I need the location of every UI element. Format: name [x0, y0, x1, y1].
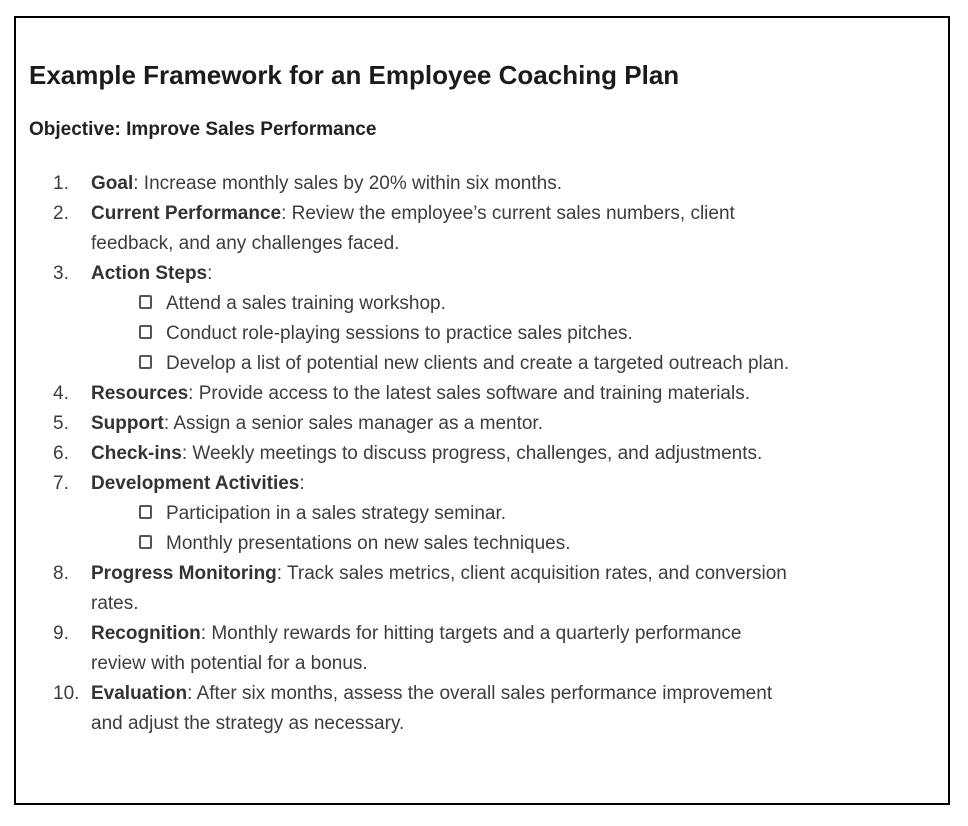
item-label: Goal [91, 173, 134, 194]
item-label: Development Activities [91, 473, 300, 494]
page-title: Example Framework for an Employee Coaching Plan [29, 60, 680, 90]
item-label: Progress Monitoring [91, 563, 277, 584]
item-text: : Assign a senior sales manager as a mentor. [163, 413, 543, 434]
item-label: Evaluation [91, 683, 188, 704]
document-frame [14, 16, 950, 805]
item-text: : Monthly rewards for hitting targets and a quarterly performance review with potential for a bonus. [91, 623, 742, 674]
item-label: Resources [91, 383, 189, 404]
list-item [53, 679, 935, 739]
list-item [53, 559, 935, 619]
item-text: : Provide access to the latest sales software and training materials. [188, 383, 750, 404]
checklist-label: Participation in a sales strategy seminar. [166, 503, 507, 524]
list-item [53, 619, 935, 679]
list-item [53, 259, 935, 379]
checklist-item [91, 319, 935, 349]
list-item [53, 199, 935, 259]
list-item [53, 409, 935, 439]
item-line [91, 259, 935, 289]
list-number: 4. [53, 383, 69, 404]
item-text: : Increase monthly sales by 20% within six months. [133, 173, 562, 194]
checklist-label: Conduct role-playing sessions to practice sales pitches. [166, 323, 633, 344]
item-text: : After six months, assess the overall sales performance improvement and adjust the strategy as necessary. [91, 683, 773, 734]
checkbox-icon[interactable] [139, 505, 152, 519]
checkbox-icon[interactable] [139, 295, 152, 309]
checklist-item [91, 349, 935, 379]
list-number: 6. [53, 443, 69, 464]
item-label: Recognition [91, 623, 201, 644]
item-line [91, 469, 935, 499]
list-number: 9. [53, 623, 69, 644]
list-number: 5. [53, 413, 69, 434]
list-number: 8. [53, 563, 69, 584]
list-item [53, 379, 935, 409]
coaching-plan-list [29, 169, 935, 739]
item-text: : Review the employee’s current sales numbers, client feedback, and any challenges faced. [91, 203, 735, 254]
item-label: Check-ins [91, 443, 182, 464]
checklist-label: Develop a list of potential new clients and create a targeted outreach plan. [166, 353, 790, 374]
list-number: 7. [53, 473, 69, 494]
checklist-item [91, 289, 935, 319]
item-text: : [299, 473, 305, 494]
checkbox-icon[interactable] [139, 325, 152, 339]
checkbox-icon[interactable] [139, 535, 152, 549]
checkbox-icon[interactable] [139, 355, 152, 369]
list-number: 1. [53, 173, 69, 194]
list-number: 3. [53, 263, 69, 284]
checklist-label: Attend a sales training workshop. [166, 293, 446, 314]
list-number: 10. [53, 683, 80, 704]
list-item [53, 439, 935, 469]
item-label: Support [91, 413, 164, 434]
checklist-item [91, 529, 935, 559]
item-text: : Weekly meetings to discuss progress, challenges, and adjustments. [181, 443, 763, 464]
item-text: : Track sales metrics, client acquisition rates, and conversion rates. [91, 563, 787, 614]
item-text: : [207, 263, 213, 284]
objective-heading: Objective: Improve Sales Performance [29, 119, 377, 140]
checklist-item [91, 499, 935, 529]
checklist-label: Monthly presentations on new sales techniques. [166, 533, 571, 554]
list-number: 2. [53, 203, 69, 224]
item-label: Action Steps [91, 263, 208, 284]
list-item [53, 169, 935, 199]
item-label: Current Performance [91, 203, 282, 224]
list-item [53, 469, 935, 559]
